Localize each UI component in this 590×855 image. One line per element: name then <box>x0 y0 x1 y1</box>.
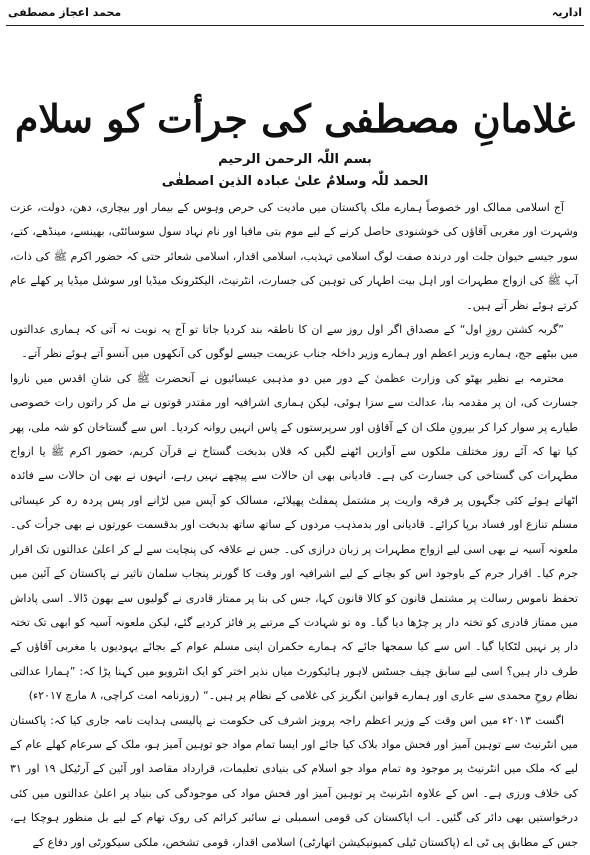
header-rule <box>6 25 584 26</box>
section-label: اداریہ <box>551 6 582 19</box>
paragraph-2: ”گربہ کشتن روزِ اول“ کے مصداق اگر اول روز سے ان کا ناطقہ بند کردیا جاتا تو آج یہ نوبت نہ آتی کہ ہماری عدالتوں میں بیٹھے جج، ہمارے وزیر اعظم اور ہمارے وزیر داخلہ جناب عزیمت جیسے لوگوں کی آنکھوں میں آنسو آتے ہوئے نظر آتے۔ <box>10 323 578 361</box>
hamd-line: الحمد للّٰہ وسلامٌ علیٰ عبادہ الذین اصطفٰی <box>161 174 429 189</box>
bismillah-line: بسم اللّٰہ الرحمن الرحیم <box>218 152 372 167</box>
article-title: غلامانِ مصطفی کی جرأت کو سلام <box>14 96 576 141</box>
page-header <box>8 6 582 24</box>
paragraph-4: اگست ۲۰۱۳ء میں اس وقت کے وزیر اعظم راجہ پرویز اشرف کی حکومت نے پالیسی ہدایت نامہ جاری کیا کہ: پاکستان میں انٹرنیٹ سے توہین آمیز اور فحش مواد بلاک کیا جائے اور ایسا تمام مواد جو توہین آمیز ہو، ملک کے سرعام کھلے عام کے لیے کہ ملک میں انٹرنیٹ پر موجود وہ تمام مواد جو اسلام کی بنیادی تعلیمات، قرارداد مقاصد اور آئین کے آرٹیکل ۱۹ اور ۳۱ کی خلاف ورزی ہے۔ اس کے علاوہ انٹرنیٹ پر توہین آمیز اور فحش مواد کی موجودگی کی بنیاد پر اعلیٰ عدالتوں میں کئی درخواستیں بھی دائر کی گئیں۔ اب اپاکستان کی قومی اسمبلی نے سائبر کرائم کی روک تھام کے لیے بل منظور ہوچکا ہے، جس کے مطابق پی ٹی اے (پاکستان ٹیلی کمیونیکیشن اتھارٹی) اسلامی اقدار، قومی تشخص، ملکی سیکورٹی اور دفاع کے <box>10 713 578 849</box>
article-body <box>10 196 578 855</box>
paragraph-3: محترمہ بے نظیر بھٹو کی وزارت عظمیٰ کے دور میں دو مذہبی عیسائیوں نے آنحضرت ﷺ کی شانِ اقدس میں ناروا جسارت کی، ان پر مقدمہ بنا، عدالت سے سزا ہوئی، لیکن ہماری اشرافیہ اور مقتدر قوتوں نے مل کر راتوں رات خصوصی طیارے پر سوار کرا کر بیرونِ ملک ان کے آقاؤں اور سرپرستوں کے پاس انہیں روانہ کردیا۔ اس سے گستاخان کو شہ ملی، پھر کیا تھا کہ آئے روز مختلف ملکوں سے آوازیں اٹھنے لگیں کہ فلاں بدبخت گستاخ نے قرآن کریم، حضور اکرم ﷺ یا ازواج مطہرات کی گستاخی کی جسارت کی ہے۔ قادیانی بھی ان حالات سے پیچھے نہیں رہے، انہوں نے بھی ان حالات سے فائدہ اٹھاتے ہوئے کئی جگہوں پر فرقہ واریت پر مشتمل پمفلٹ پھیلائے، مسالک کو آپس میں لڑانے اور پس پردہ رہ کر عیسائی مسلم تنازع اور فساد برپا کرائے۔ قادیانی اور بدمذہب مردوں کے ساتھ ساتھ بدبخت اور بدقسمت عورتوں نے بھی جرأت کی۔ ملعونہ آسیہ نے بھی اسی لیے ازواج مطہرات پر زبان درازی کی۔ جس نے علاقہ کی پنچایت سے لے کر اعلیٰ عدالتوں تک اقرار جرم کیا۔ اقرار جرم کے باوجود اس کو بچانے کے لیے اشرافیہ اور وقت کا گورنر پنجاب سلمان تاثیر نے پاکستان کے آئین میں تحفظ ناموس رسالت پر مشتمل قانون کو کالا قانون کہا، جس کی بنا پر ممتاز قادری نے گولیوں سے بھون ڈالا۔ اسی پاداش میں ممتاز قادری کو تختہ دار پر چڑھا دیا گیا۔ وہ تو شہادت کے مرتبے پر فائز کردیے گئے، لیکن ملعونہ آسیہ کو ابھی تک تختہ دار پر نہیں لٹکایا گیا۔ اس سے کیا سمجھا جائے کہ ہمارے حکمران اپنی مسلم عوام کے بجائے یہودیوں یا مغربی آقاؤں کے طرف دار ہیں؟ اسی لیے سابق چیف جسٹس لاہور ہائیکورٹ میاں نذیر اختر کو ایک انٹرویو میں کہنا پڑا کہ: ”ہمارا عدالتی نظام روحِ محمدی سے عاری اور ہمارے قوانین انگریز کی غلامی کے نظام پر ہیں۔“ (روزنامہ امت کراچی، ۸ مارچ ۲۰۱۷ء) <box>10 371 578 703</box>
paragraph-1: آج اسلامی ممالک اور خصوصاً ہمارے ملک پاکستان میں مادیت کی حرص وہوس کے بیمار اور بیچاری، دھن، دولت، عزت وشہرت اور مغربی آقاؤں کی خوشنودی حاصل کرنے کے لیے موم بتی مافیا اور نام نہاد سول سوسائٹی، بھینسے، مینڈھے، کتے، سور جیسے حیوان جلت اور درندہ صفت لوگ اسلامی تہذیب، اسلامی اقدار، اسلامی شعائر حتی کہ حضور اکرم ﷺ کی ذات، آپ ﷺ کی ازواج مطہرات اور اہل بیت اطہار کی توہین کی جسارت، انٹرنیٹ، الیکٹرونک میڈیا اور سوشل میڈیا پر کھلے عام کرتے ہوئے نظر آتے ہیں۔ <box>10 201 578 312</box>
author-name: محمد اعجاز مصطفی <box>8 6 122 19</box>
